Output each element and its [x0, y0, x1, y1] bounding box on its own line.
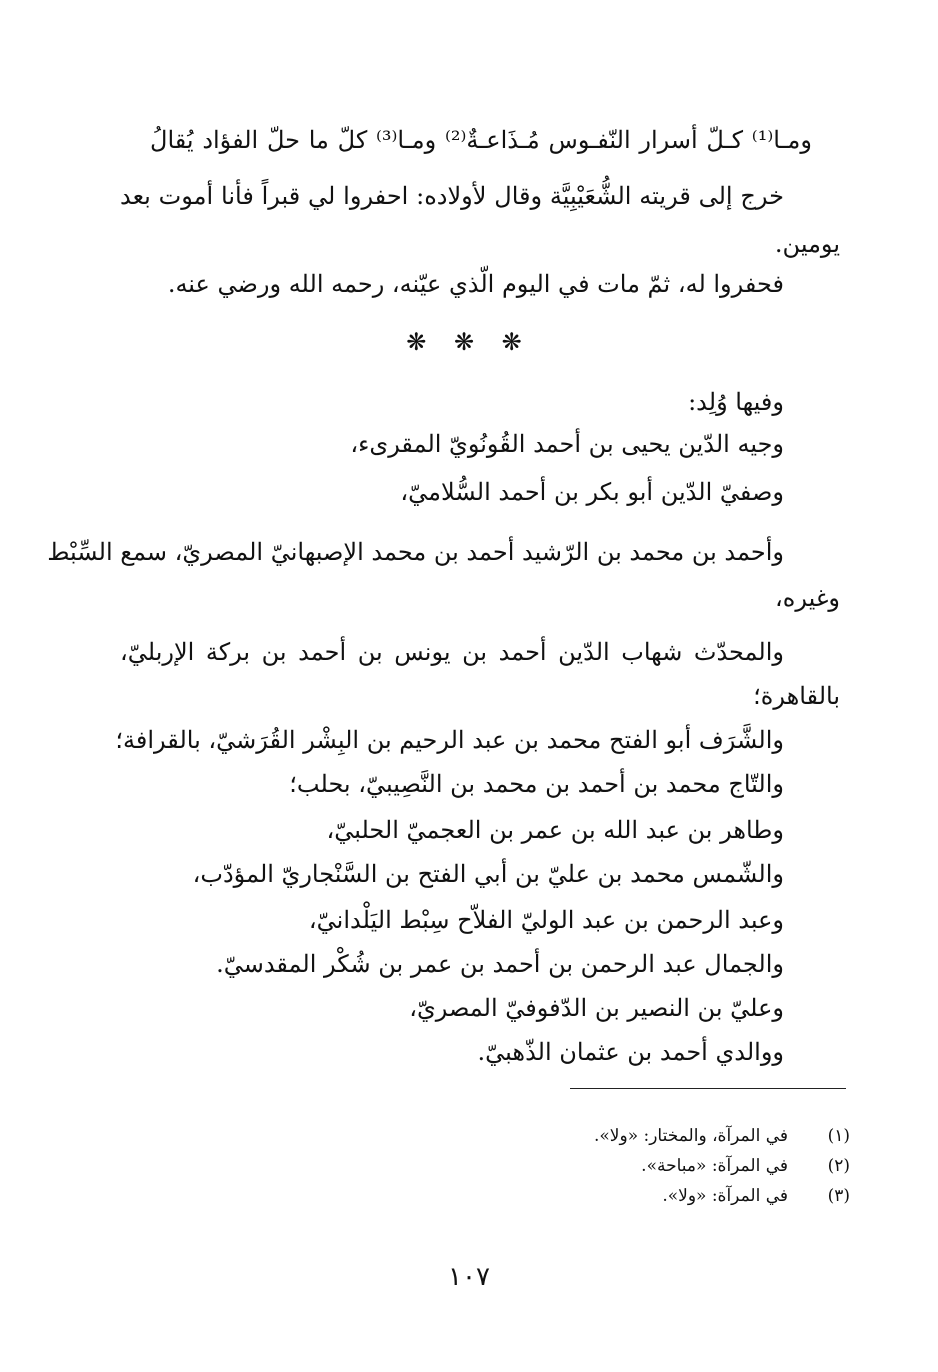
- list-item: والمحدّث شهاب الدّين أحمد بن يونس بن أحمد بن بركة الإربليّ،: [120, 638, 784, 666]
- list-item: وعبد الرحمن بن عبد الوليّ الفلاّح سِبْط اليَلْدانيّ،: [308, 906, 784, 934]
- section-heading: وفيها وُلِد:: [688, 388, 784, 416]
- list-item: وطاهر بن عبد الله بن عمر بن العجميّ الحلبيّ،: [326, 816, 784, 844]
- list-item: وغيره،: [775, 584, 840, 612]
- footnote-text: في المرآة، والمختار: «ولا».: [593, 1126, 788, 1146]
- footnote-divider: [570, 1088, 846, 1089]
- footnote-number: (١): [827, 1126, 850, 1146]
- list-item: وأحمد بن محمد بن الرّشيد أحمد بن محمد الإصبهانيّ المصريّ، سمع السِّبْط: [47, 538, 784, 566]
- list-item: بالقاهرة؛: [753, 682, 840, 710]
- list-item: والشّمس محمد بن عليّ بن أبي الفتح بن السَّنْجاريّ المؤدّب،: [192, 860, 784, 888]
- footnote-text: في المرآة: «ولا».: [662, 1186, 788, 1206]
- paragraph-line: خرج إلى قريته الشُّعَيْبِيَّة وقال لأولاده: احفروا لي قبراً فأنا أموت بعد: [120, 182, 784, 210]
- paragraph-line: يومين.: [774, 230, 840, 258]
- list-item: ووالدي أحمد بن عثمان الذّهبيّ.: [477, 1038, 784, 1066]
- list-item: وجيه الدّين يحيى بن أحمد القُونُويّ المقرىء،: [350, 430, 784, 458]
- list-item: والجمال عبد الرحمن بن أحمد بن عمر بن شُكْر المقدسيّ.: [216, 950, 784, 978]
- list-item: والشَّرَف أبو الفتح محمد بن عبد الرحيم بن البِشْر القُرَشيّ، بالقرافة؛: [115, 726, 784, 754]
- list-item: والتّاج محمد بن أحمد بن محمد بن النَّصِيبيّ، بحلب؛: [289, 770, 784, 798]
- poem-verse: ومـا⁽¹⁾ كـلّ أسرار النّفـوس مُـذَاعـةٌ⁽²⁾ ومـا⁽³⁾ كلّ ما حلّ الفؤاد يُقالُ: [150, 126, 812, 154]
- list-item: وعليّ بن النصير بن الدّفوفيّ المصريّ،: [409, 994, 784, 1022]
- footnote-number: (٣): [827, 1186, 850, 1206]
- section-separator: ❋ ❋ ❋: [406, 328, 532, 356]
- paragraph-line: فحفروا له، ثمّ مات في اليوم الّذي عيّنه، رحمه الله ورضي عنه.: [167, 270, 784, 298]
- list-item: وصفيّ الدّين أبو بكر بن أحمد السُّلاميّ،: [400, 478, 784, 506]
- page-number: ١٠٧: [448, 1262, 490, 1292]
- footnote-number: (٢): [827, 1156, 850, 1176]
- footnote-text: في المرآة: «مباحة».: [641, 1156, 788, 1176]
